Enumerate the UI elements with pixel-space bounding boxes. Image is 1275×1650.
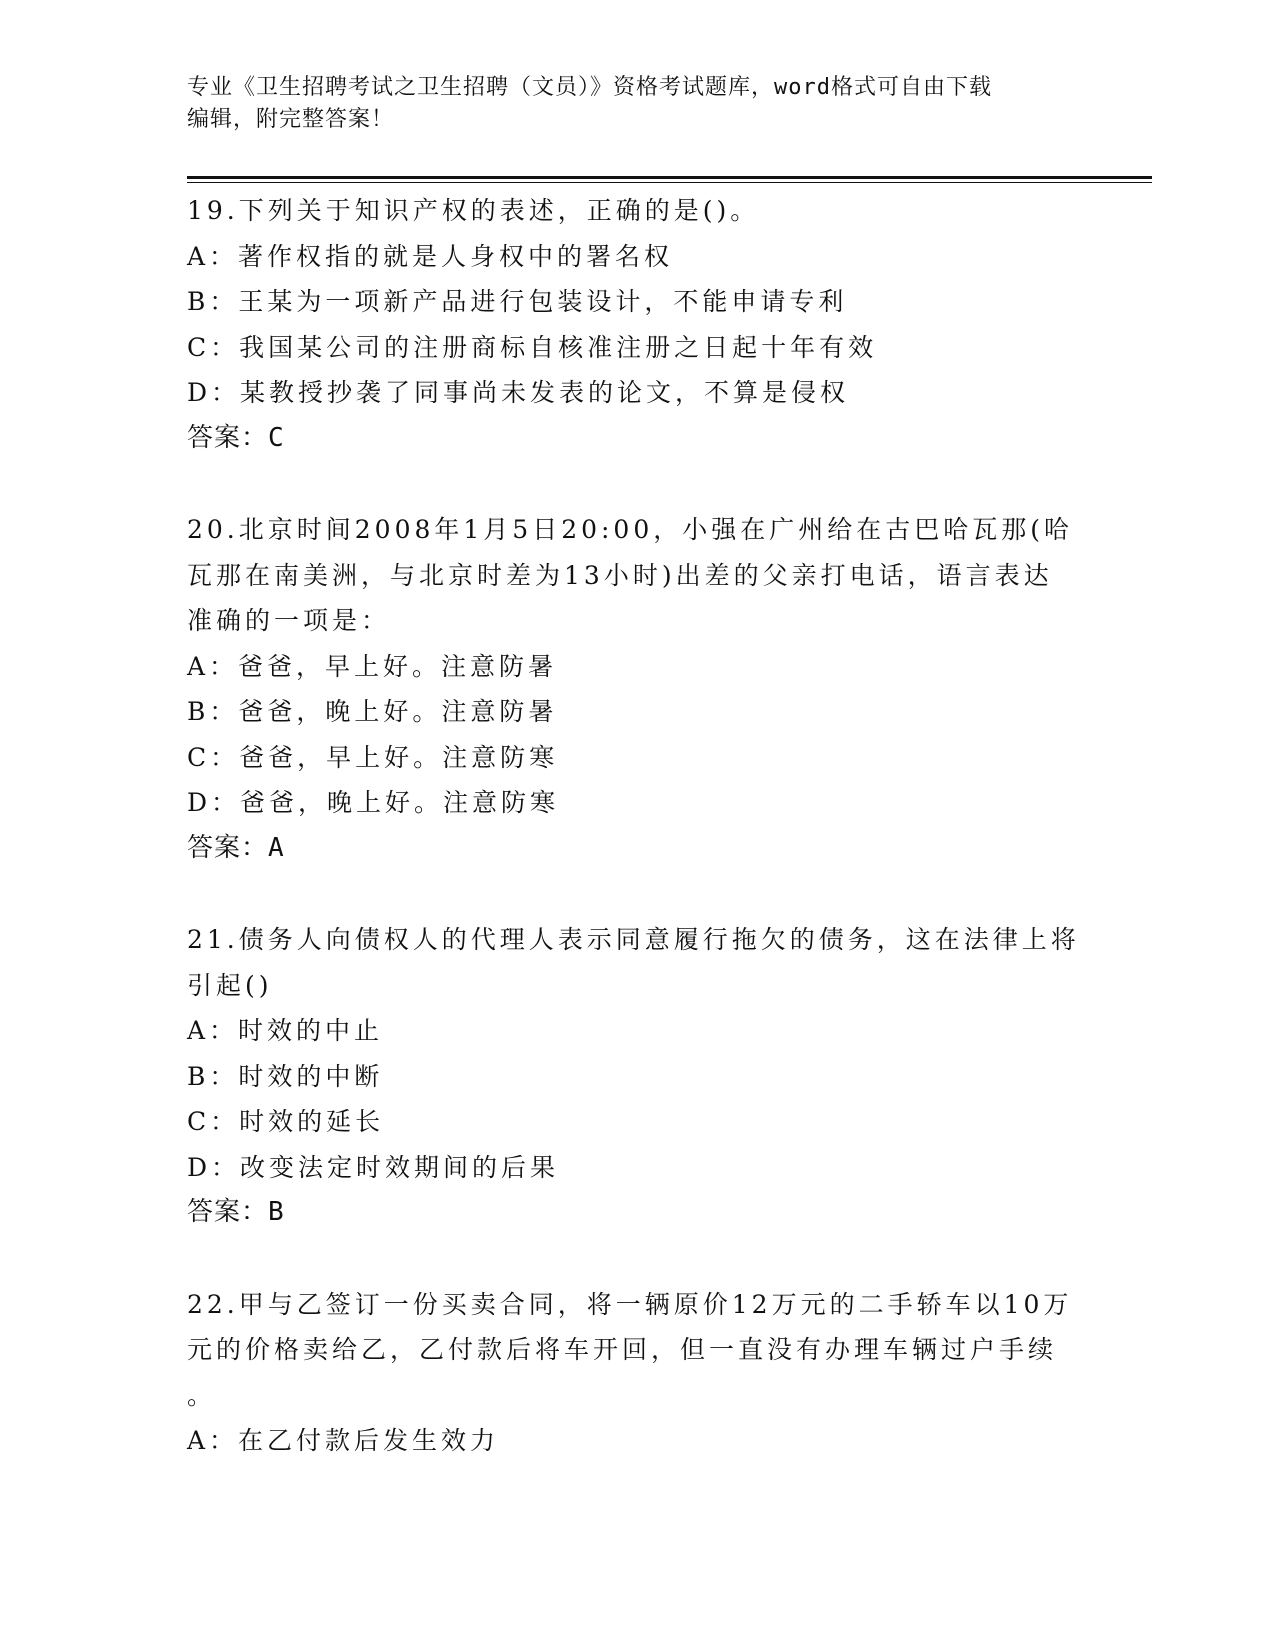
answer: 答案：B: [187, 1197, 285, 1227]
question-stem: 准确的一项是：: [187, 606, 391, 635]
question-stem: 19.下列关于知识产权的表述，正确的是()。: [187, 196, 760, 225]
answer: 答案：C: [187, 422, 285, 453]
question-21: [187, 917, 1087, 1236]
option-a: A：时效的中止: [187, 1016, 384, 1045]
header-divider-thin: [187, 182, 1152, 183]
answer: 答案：A: [187, 832, 285, 863]
question-stem: 20.北京时间2008年1月5日20:00，小强在广州给在古巴哈瓦那(哈: [187, 515, 1073, 544]
option-d: D：改变法定时效期间的后果: [187, 1152, 560, 1182]
option-c: C：时效的延长: [187, 1107, 385, 1136]
question-stem: 瓦那在南美洲，与北京时差为13小时)出差的父亲打电话，语言表达: [187, 560, 1053, 590]
header-line-2: 编辑，附完整答案！: [187, 107, 395, 132]
option-a: A：在乙付款后发生效力: [187, 1426, 500, 1455]
question-stem: 引起(): [187, 970, 273, 1000]
option-c: C：爸爸，早上好。注意防寒: [187, 742, 559, 772]
option-b: B：王某为一项新产品进行包装设计，不能申请专利: [187, 287, 848, 316]
option-a: A：爸爸，早上好。注意防暑: [187, 651, 558, 681]
option-b: B：爸爸，晚上好。注意防暑: [187, 697, 558, 726]
question-stem: 22.甲与乙签订一份买卖合同，将一辆原价12万元的二手轿车以10万: [187, 1289, 1073, 1319]
option-d: D：某教授抄袭了同事尚未发表的论文，不算是侵权: [187, 378, 850, 407]
question-22: [187, 1282, 1087, 1464]
question-20: [187, 507, 1087, 871]
header-divider-thick: [187, 176, 1152, 179]
header-line-1: 专业《卫生招聘考试之卫生招聘（文员）》资格考试题库，word格式可自由下载: [187, 75, 992, 100]
question-list: [187, 188, 1087, 1464]
question-stem: 。: [187, 1380, 217, 1410]
option-d: D：爸爸，晚上好。注意防寒: [187, 788, 560, 817]
question-stem: 21.债务人向债权人的代理人表示同意履行拖欠的债务，这在法律上将: [187, 925, 1080, 954]
option-c: C：我国某公司的注册商标自核准注册之日起十年有效: [187, 332, 878, 362]
option-a: A：著作权指的就是人身权中的署名权: [187, 241, 674, 271]
option-b: B：时效的中断: [187, 1061, 384, 1091]
question-19: [187, 188, 1087, 461]
question-stem: 元的价格卖给乙，乙付款后将车开回，但一直没有办理车辆过户手续: [187, 1335, 1058, 1364]
document-header: [187, 72, 1087, 136]
